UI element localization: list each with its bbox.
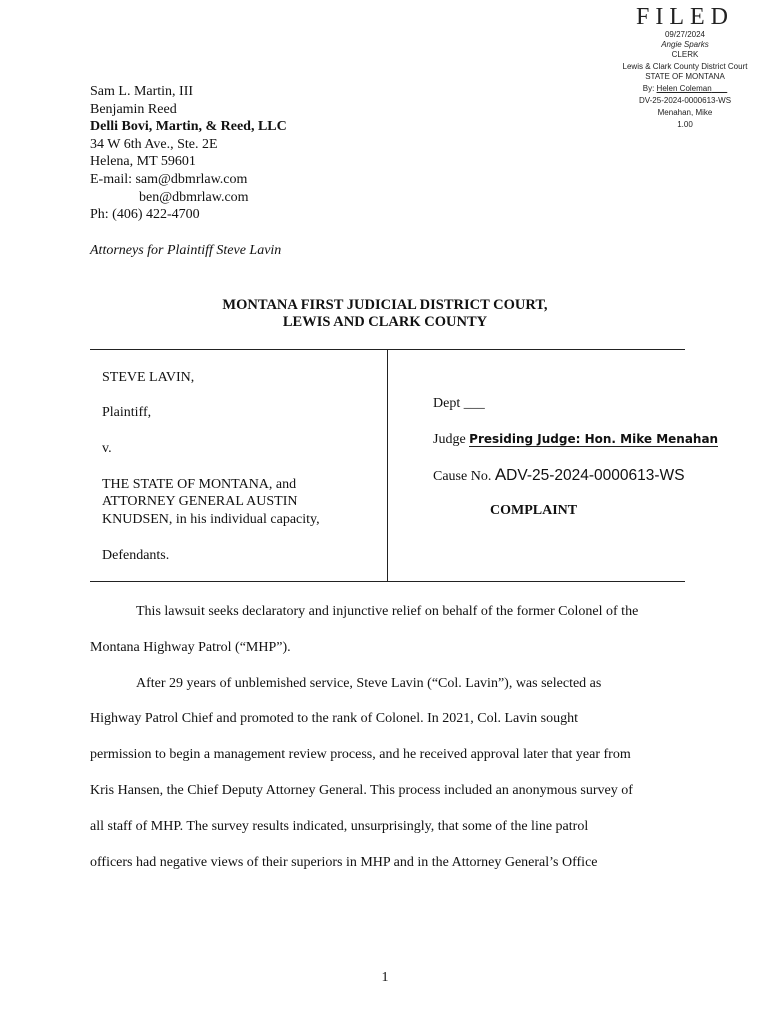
body-p2-line-4: Kris Hansen, the Chief Deputy Attorney General. This process included an anonymous survey of [90, 783, 633, 798]
law-firm-name: Delli Bovi, Martin, & Reed, LLC [90, 119, 287, 135]
stamp-by [600, 84, 770, 94]
stamp-state: STATE OF MONTANA [645, 72, 725, 81]
address-line-2: Helena, MT 59601 [90, 154, 196, 170]
body-p2-line-6: officers had negative views of their superiors in MHP and in the Attorney General’s Office [90, 855, 598, 870]
body-p2-line-5: all staff of MHP. The survey results indicated, unsurprisingly, that some of the line patrol [90, 819, 589, 834]
cause-number-field [433, 465, 685, 485]
address-line-1: 34 W 6th Ave., Ste. 2E [90, 136, 218, 152]
stamp-by-label: By: [642, 84, 655, 93]
judge-label: Judge [433, 432, 466, 447]
caption-bottom-rule [90, 581, 685, 582]
attorney-block [90, 83, 287, 259]
page-number: 1 [381, 970, 389, 985]
filed-date: 09/27/2024 [664, 30, 706, 39]
email-line-2: ben@dbmrlaw.com [139, 189, 249, 205]
stamp-court: Lewis & Clark County District Court [622, 62, 748, 71]
dept-label: Dept [433, 396, 461, 411]
stamp-case-number: DV-25-2024-0000613-WS [638, 96, 732, 105]
cause-prefix: A [494, 465, 507, 484]
caption-parties [102, 369, 372, 564]
body-p2-line-1: After 29 years of unblemished service, Steve Lavin (“Col. Lavin”), was selected as [136, 676, 602, 691]
judge-value: Presiding Judge: Hon. Mike Menahan [469, 432, 719, 446]
attorney-role: Attorneys for Plaintiff Steve Lavin [90, 242, 282, 258]
stamp-by-name: Helen Coleman [656, 84, 712, 93]
caption-divider [387, 349, 388, 582]
dept-field [433, 396, 485, 412]
dept-blank: ___ [463, 396, 485, 411]
court-title [90, 297, 680, 331]
defendant-line-3: KNUDSEN, in his individual capacity, [102, 511, 320, 527]
court-title-line-1: MONTANA FIRST JUDICIAL DISTRICT COURT, [222, 297, 548, 313]
plaintiff-name: STEVE LAVIN, [102, 370, 195, 385]
court-title-line-2: LEWIS AND CLARK COUNTY [282, 314, 488, 330]
attorney-name-1: Sam L. Martin, III [90, 84, 194, 99]
body-p2-line-2: Highway Patrol Chief and promoted to the rank of Colonel. In 2021, Col. Lavin sought [90, 711, 578, 726]
cause-label: Cause No. [433, 469, 492, 484]
clerk-name: Angie Sparks [661, 40, 709, 49]
plaintiff-label: Plaintiff, [102, 404, 152, 420]
defendants-label: Defendants. [102, 547, 170, 563]
cause-value: DV-25-2024-0000613-WS [506, 467, 685, 484]
body-p1-line-1: This lawsuit seeks declaratory and injunctive relief on behalf of the former Colonel of the [136, 604, 639, 619]
judge-field [433, 432, 718, 448]
stamp-judge: Menahan, Mike [657, 108, 713, 117]
phone-line: Ph: (406) 422-4700 [90, 207, 200, 223]
clerk-title: CLERK [671, 50, 699, 59]
defendant-line-1: THE STATE OF MONTANA, and [102, 476, 297, 492]
defendant-line-2: ATTORNEY GENERAL AUSTIN [102, 494, 298, 510]
attorney-name-2: Benjamin Reed [90, 101, 177, 117]
email-line-1: E-mail: sam@dbmrlaw.com [90, 171, 248, 187]
document-title: COMPLAINT [490, 503, 578, 518]
filed-stamp [600, 4, 770, 130]
body-p2-line-3: permission to begin a management review process, and he received approval later that year from [90, 747, 631, 762]
filed-label: FILED [636, 4, 734, 30]
versus-label: v. [102, 441, 112, 457]
body-p1-line-2: Montana Highway Patrol (“MHP”). [90, 640, 291, 655]
stamp-version: 1.00 [677, 120, 693, 129]
